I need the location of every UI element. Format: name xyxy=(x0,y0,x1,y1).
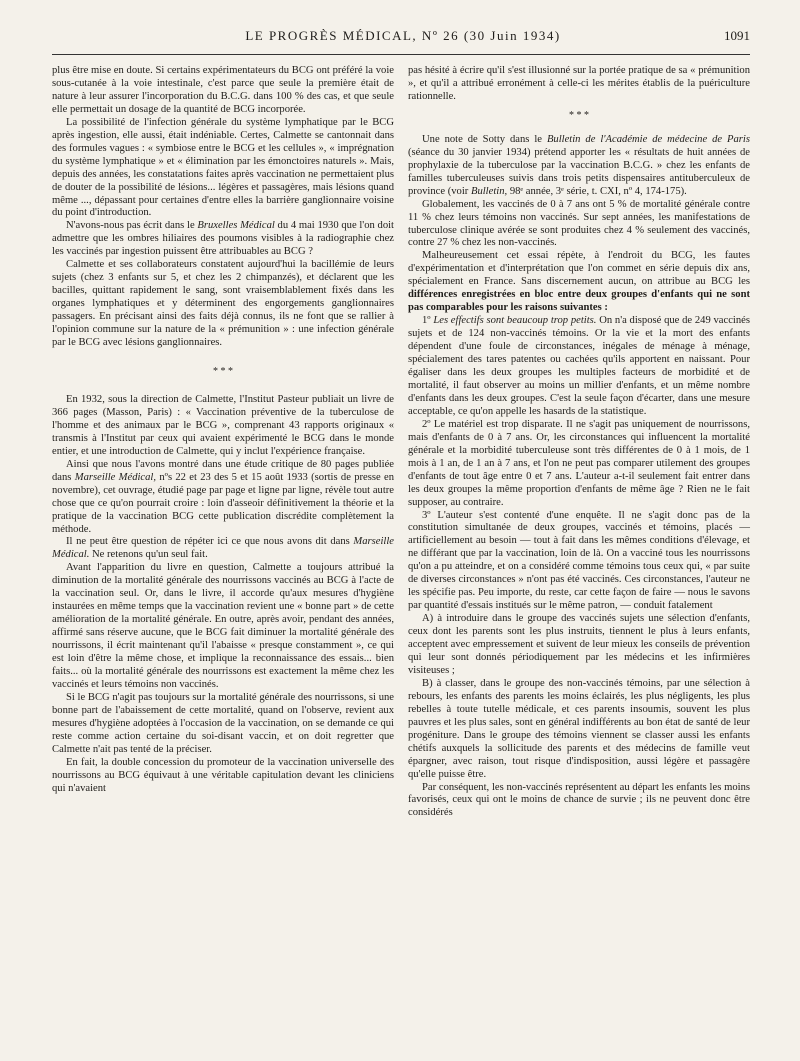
right-column xyxy=(408,65,750,820)
paragraph: 1º Les effectifs sont beaucoup trop petits. On n'a disposé que de 249 vaccinés sujets et de 124 non-vaccinés témoins. Or la vie et la mort des enfants dépendent d'une foule de circonstances, inégales de ménage à ménage, spécialement des tares patentes ou cachées qu'ils apportent en naissant. Pour égaliser dans les deux groupes les multiples facteurs de morbidité et de mortalité, il faut observer au moins un millier d'enfants, et un même nombre d'enfants dans les deux groupes. C'est la seule façon d'écarter, dans une mesure acceptable, ce qu'on appelle les hasards de la statistique. xyxy=(408,315,750,417)
paragraph: Ainsi que nous l'avons montré dans une étude critique de 80 pages publiée dans Marseille Médical, nºs 22 et 23 des 5 et 15 août 1933 (sortis de presse en novembre), cet ouvrage, étudié page par page et ligne par ligne, révèle tout autre chose que ce qu'on pourrait croire : loin d'asseoir définitivement la théorie et la pratique de la vaccination BCG cette publication discrédite complètement la méthode. xyxy=(52,458,395,535)
paragraph: Malheureusement cet essai répète, à l'endroit du BCG, les fautes d'expérimentation et d'interprétation que l'on commet en série depuis dix ans, spécialement en France. Sans discernement aucun, on attribue au BCG les différences enregistrées en bloc entre deux groupes d'enfants qui ne sont pas comparables pour les raisons suivantes : xyxy=(408,250,750,314)
paragraph: Avant l'apparition du livre en question, Calmette a toujours attribué la diminution de la mortalité générale des nourrissons vaccinés au BCG à l'acte de la vaccination seul. Or, dans le livre, il accorde qu'aux mesures d'hygiène instaurées en même temps que la vaccination revient une « bonne part » de cette amélioration de la mortalité générale. En outre, après avoir, pendant des années, affirmé sans réserve aucune, que le BCG fait diminuer la mortalité générale des nourrissons, il écrit maintenant qu'il l'abaisse « presque constamment », ce qui est loin d'être la même chose, et implique la reconnaissance des essais... bien faits... où la mortalité générale des nourrissons est exactement la même chez les vaccinés et leurs témoins non vaccinés. xyxy=(52,562,394,690)
paragraph: pas hésité à écrire qu'il s'est illusionné sur la portée pratique de sa « prémunition », et qu'il a attribué erronément à celle-ci les mérites établis de la puériculture rationnelle. xyxy=(408,65,750,102)
header-rule xyxy=(52,54,750,55)
paragraph: La possibilité de l'infection générale du système lymphatique par le BCG après ingestion, elle aussi, était indéniable. Certes, Calmette se cantonnait dans des formules vagues : « symbiose entre le BCG et les cellules », « imprégnation du système lymphatique » et « élimination par les émonctoires naturels ». Mais, depuis des années, les constatations faites après vaccination ne permettaient plus de douter de la possibilité de lésions... légères et passagères, mais lésions quand même ..., dépassant pour certaines d'entre elles la barrière ganglionnaire voisine du point d'introduction. xyxy=(52,116,394,219)
emphasis: Les effectifs sont beaucoup trop petits. xyxy=(433,315,597,327)
paragraph: En fait, la double concession du promoteur de la vaccination universelle des nourrissons au BCG équivaut à une véritable capitulation devant les cliniciens qui n'avaient xyxy=(52,756,394,794)
journal-header-title: LE PROGRÈS MÉDICAL, Nº 26 (30 Juin 1934) xyxy=(245,28,561,43)
left-column xyxy=(52,65,394,820)
paragraph: Globalement, les vaccinés de 0 à 7 ans ont 5 % de mortalité générale contre 11 % chez leurs témoins non vaccinés. Sur sept années, les manifestations de tuberculose clinique avérée se sont produites chez 4 % seulement des vaccinés, contre 27 % chez les non-vaccinés. xyxy=(408,198,750,249)
paragraph: Une note de Sotty dans le Bulletin de l'Académie de médecine de Paris (séance du 30 janvier 1934) prétend apporter les « résultats de huit années de prophylaxie de la tuberculose par la vaccination B.C.G. » chez les enfants de familles tuberculeuses suivis dans trois petits dispensaires antituberculeux de province (voir Bulletin, 98ᵉ année, 3ᵉ série, t. CXI, nº 4, 174-175). xyxy=(408,133,750,197)
journal-reference: Marseille Médical, xyxy=(74,471,157,483)
paragraph: En 1932, sous la direction de Calmette, l'Institut Pasteur publiait un livre de 366 pages (Masson, Paris) : « Vaccination préventive de la tuberculose de l'homme et des animaux par le BCG », comprenant 43 rapports originaux « transmis à l'Institut par ceux qui avaient expérimenté le BCG dans le monde entier, et une introduction de Calmette, qui y inclut l'expérience française. xyxy=(52,393,394,457)
journal-reference: Bulletin, xyxy=(470,185,508,197)
section-separator: * * * xyxy=(569,109,589,121)
emphasis: différences enregistrées en bloc entre deux groupes d'enfants qui ne sont pas comparables pour les raisons suivantes : xyxy=(408,289,750,314)
paragraph: 3º L'auteur s'est contenté d'une enquête. Il ne s'agit donc pas de la constitution simultanée de deux groupes, vaccinés et témoins, placés — artificiellement au besoin — tout à fait dans les mêmes conditions d'élevage, et ne différant que par la vaccination, loin de là. On a vacciné tous les nourrissons qu'on a pu atteindre, et on a considéré comme témoins tous ceux qui, « par suite de diverses circonstances » n'ont pas été vaccinés. Ces circonstances, l'auteur ne les spécifie pas. Peu importe, du reste, car cette façon de faire — nous le savons par quantité d'essais institués sur le même patron, — conduit fatalement xyxy=(408,509,750,612)
paragraph: B) à classer, dans le groupe des non-vaccinés témoins, par une sélection à rebours, les enfants des parents les moins éclairés, les plus négligents, les plus rebelles à toute tutelle médicale, et ces parents insoumis, souvent les plus pauvres et les plus sales, sont en général indifférents au bon état de santé de leur progéniture. Dans le groupe des témoins viennent se classer aussi les enfants chétifs auxquels la sollicitude des parents et des médecins de famille veut épargner, avec raison, tout risque d'indisposition, aussi légère et passagère qu'elle puisse être. xyxy=(408,677,750,780)
paragraph: A) à introduire dans le groupe des vaccinés sujets une sélection d'enfants, ceux dont les parents sont les plus instruits, tiennent le plus à leurs enfants, acceptent avec empressement et suivent de leur mieux les conseils de prévention qui leur sont donnés périodiquement par les médecins et les infirmières visiteuses ; xyxy=(408,613,750,676)
paragraph: N'avons-nous pas écrit dans le Bruxelles Médical du 4 mai 1930 que l'on doit admettre que les ombres hiliaires des poumons visibles à la radiographie chez les vaccinés par ingestion puissent être attribuables au BCG ? xyxy=(52,220,394,258)
journal-reference: Bulletin de l'Académie de médecine de Paris xyxy=(546,133,750,145)
paragraph: Il ne peut être question de répéter ici ce que nous avons dit dans Marseille Médical. Ne retenons qu'un seul fait. xyxy=(52,536,394,561)
article-body xyxy=(52,65,750,820)
paragraph: Si le BCG n'agit pas toujours sur la mortalité générale des nourrissons, si une bonne part de l'abaissement de cette mortalité, quand on l'observe, revient aux mesures d'hygiène adoptées à l'occasion de la vaccination, on se demande ce qui reste comme action certaine du soi-disant vaccin, et on doit regretter que Calmette n'ait pas tenté de la préciser. xyxy=(52,691,394,755)
paragraph: plus être mise en doute. Si certains expérimentateurs du BCG ont préféré la voie sous-cutanée à la voie intestinale, c'est parce que seule la première était de nature à leur assurer l'incorporation du B.C.G. dans 100 % des cas, et que seule elle permettait un dosage de la quantité de BCG incorporée. xyxy=(52,65,394,115)
paragraph: Par conséquent, les non-vaccinés représentent au départ les enfants les moins favorisés, ceux qui ont le moins de chance de survie ; ils ne peuvent donc être considérés xyxy=(408,781,750,819)
running-header xyxy=(52,28,750,52)
paragraph: 2º Le matériel est trop disparate. Il ne s'agit pas uniquement de nourrissons, mais d'enfants de 0 à 7 ans. Or, les circonstances qui influencent la mortalité générale et la morbidité tuberculeuse sont très différentes de 0 à 1 mois, de 1 mois à 1 an, de 1 an à 7 ans, et l'on ne peut pas comparer utilement des groupes d'enfants de tout âge entre 0 et 7 ans. L'auteur a-t-il seulement fait entrer dans les deux groupes la même proportion d'enfants de même âge ? Rien ne le fait supposer, au contraire. xyxy=(408,418,750,508)
journal-reference: Marseille Médical. xyxy=(52,536,394,561)
section-separator: * * * xyxy=(213,365,233,377)
page-number: 1091 xyxy=(724,28,750,43)
paragraph: Calmette et ses collaborateurs constatent aujourd'hui la bacillémie de leurs sujets (chez 3 enfants sur 5, et chez les 2 chimpanzés), et déclarent que les bacilles, quittant rapidement le sang, sont vraisemblablement fixés dans les organes lymphatiques et y déterminent des engorgements ganglionnaires passagers. En précisant ainsi des faits déjà connus, ils ne font que se rallier à l'opinion commune sur la nature de la « prémunition » : une infection générale par le BCG avec lésions ganglionnaires. xyxy=(52,259,394,349)
journal-reference: Bruxelles Médical xyxy=(197,220,275,232)
